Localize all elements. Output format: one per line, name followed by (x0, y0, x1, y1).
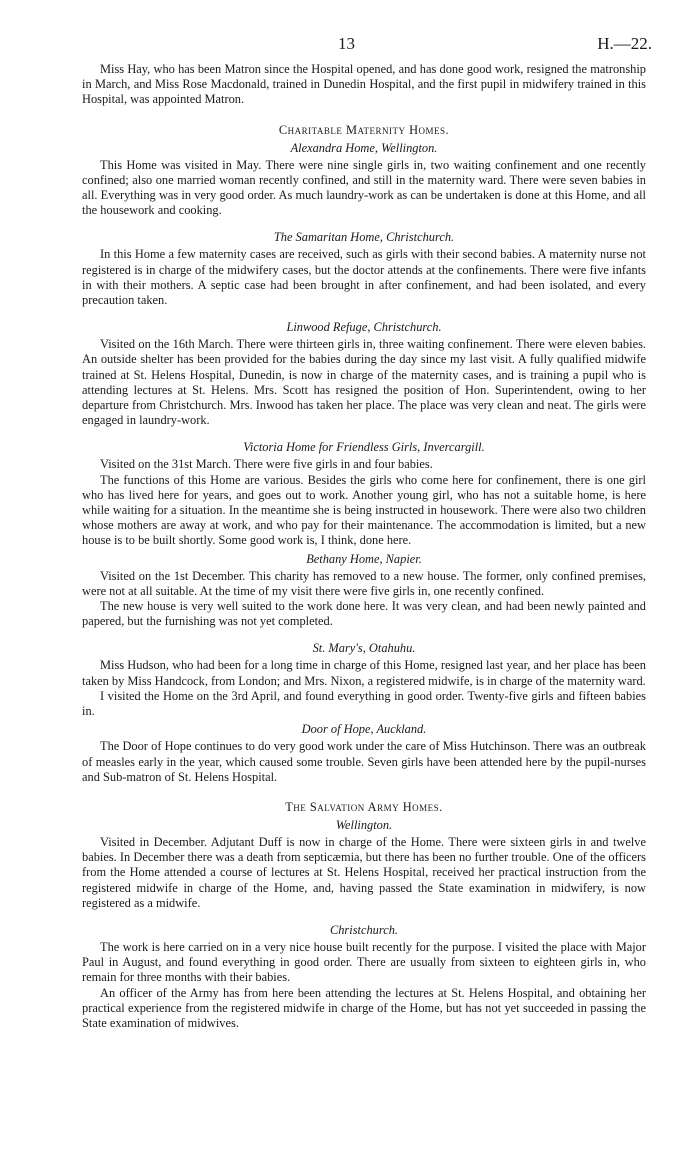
paragraph-alexandra-1: This Home was visited in May. There were nine single girls in, two waiting confinement and one recently confined; also one married woman recently confined, and still in the maternity ward. There were seven babies in all. Everything was in very good order. As much laundry-work as can be undertaken is done at this Home, and all the housework and cooking. (82, 157, 646, 218)
subheading-christchurch: Christchurch. (329, 922, 399, 937)
section-heading-salvation: The Salvation Army Homes. (285, 799, 443, 814)
subheading-door-of-hope: Door of Hope, Auckland. (301, 722, 427, 737)
document-page (82, 34, 652, 1031)
intro-paragraph: Miss Hay, who has been Matron since the Hospital opened, and has done good work, resigned the matronship in March, and Miss Rose Macdonald, trained in Dunedin Hospital, and the first pupil in midwifery trained in this Hospital, was appointed Matron. (82, 62, 646, 107)
subheading-samaritan: The Samaritan Home, Christchurch. (273, 230, 455, 245)
paragraph-st-marys-2: I visited the Home on the 3rd April, and found everything in good order. Twenty-five girls and fifteen babies in. (82, 688, 646, 719)
paragraph-victoria-2: The functions of this Home are various. Besides the girls who come here for confinement, there is one girl who has lived here for years, and goes out to work. Another young girl, who has not a suitable home, is here while waiting for a situation. In the meantime she is being instructed in housework. There were also two children whose mothers are away at work, and who pay for their maintenance. The accommodation is limited, but a new house is to be built shortly. Some good work is, I think, done here. (82, 472, 646, 548)
subheading-st-marys: St. Mary's, Otahuhu. (312, 641, 416, 656)
subheading-bethany: Bethany Home, Napier. (306, 551, 422, 566)
paragraph-bethany-1: Visited on the 1st December. This charity has removed to a new house. The former, only confined premises, were not at all suitable. At the time of my visit there were five girls in, one recently confined. (82, 568, 646, 598)
subheading-wellington: Wellington. (335, 817, 393, 832)
subheading-alexandra: Alexandra Home, Wellington. (290, 140, 438, 155)
page-number: 13 (338, 34, 355, 53)
paragraph-st-marys-1: Miss Hudson, who had been for a long time in charge of this Home, resigned last year, and her place has been taken by Miss Handcock, from London; and Mrs. Nixon, a registered midwife, is in charge of the maternity ward. (82, 658, 646, 688)
paragraph-victoria-1: Visited on the 31st March. There were five girls in and four babies. (100, 457, 433, 472)
paragraph-door-of-hope-1: The Door of Hope continues to do very good work under the care of Miss Hutchinson. There was an outbreak of measles early in the year, which caused some trouble. Seven girls have been attended here by the pupil-nurses and Sub-matron of St. Helens Hospital. (82, 739, 646, 784)
section-heading-charitable: Charitable Maternity Homes. (278, 122, 450, 137)
page-header (82, 34, 652, 62)
paragraph-christchurch-2: An officer of the Army has from here been attending the lectures at St. Helens Hospital, and obtaining her practical experience from the registered midwife in charge of the Home, but has not yet succeeded in passing the State examination of midwives. (82, 985, 646, 1030)
subheading-victoria: Victoria Home for Friendless Girls, Invercargill. (243, 440, 485, 455)
paragraph-christchurch-1: The work is here carried on in a very nice house built recently for the purpose. I visited the place with Major Paul in August, and found everything in good order. There are usually from sixteen to eighteen girls in, who remain for three months with their babies. (82, 939, 646, 985)
paragraph-samaritan-1: In this Home a few maternity cases are received, such as girls with their second babies. A maternity nurse not registered is in charge of the midwifery cases, but the doctor attends at the confinements. There were five infants in with their mothers. A septic case had been brought in after confinement, and had been isolated, and every precaution taken. (82, 247, 646, 308)
paragraph-bethany-2: The new house is very well suited to the work done here. It was very clean, and had been newly painted and papered, but the furnishing was not yet completed. (82, 599, 646, 629)
document-reference: H.—22. (597, 34, 652, 53)
subheading-linwood: Linwood Refuge, Christchurch. (286, 320, 442, 335)
paragraph-wellington-1: Visited in December. Adjutant Duff is now in charge of the Home. There were sixteen girls in and twelve babies. In December there was a death from septicæmia, but there has been no further trouble. One of the officers from the Home attended a course of lectures at St. Helens Hospital, received her practical instruction from the registered midwife in charge of the Home, and, having passed the State examination in midwifery, is now registered as a midwife. (82, 834, 646, 910)
paragraph-linwood-1: Visited on the 16th March. There were thirteen girls in, three waiting confinement. There were eleven babies. An outside shelter has been provided for the babies during the day since my last visit. A fully qualified midwife trained at St. Helens Hospital, Dunedin, is now in charge of the maternity cases, and is training a pupil who is attending lectures at St. Helens. Mrs. Scott has resigned the position of Hon. Superintendent, owing to her departure from Christchurch. Mrs. Inwood has taken her place. The place was very clean and neat. The girls were engaged in laundry-work. (82, 337, 646, 428)
